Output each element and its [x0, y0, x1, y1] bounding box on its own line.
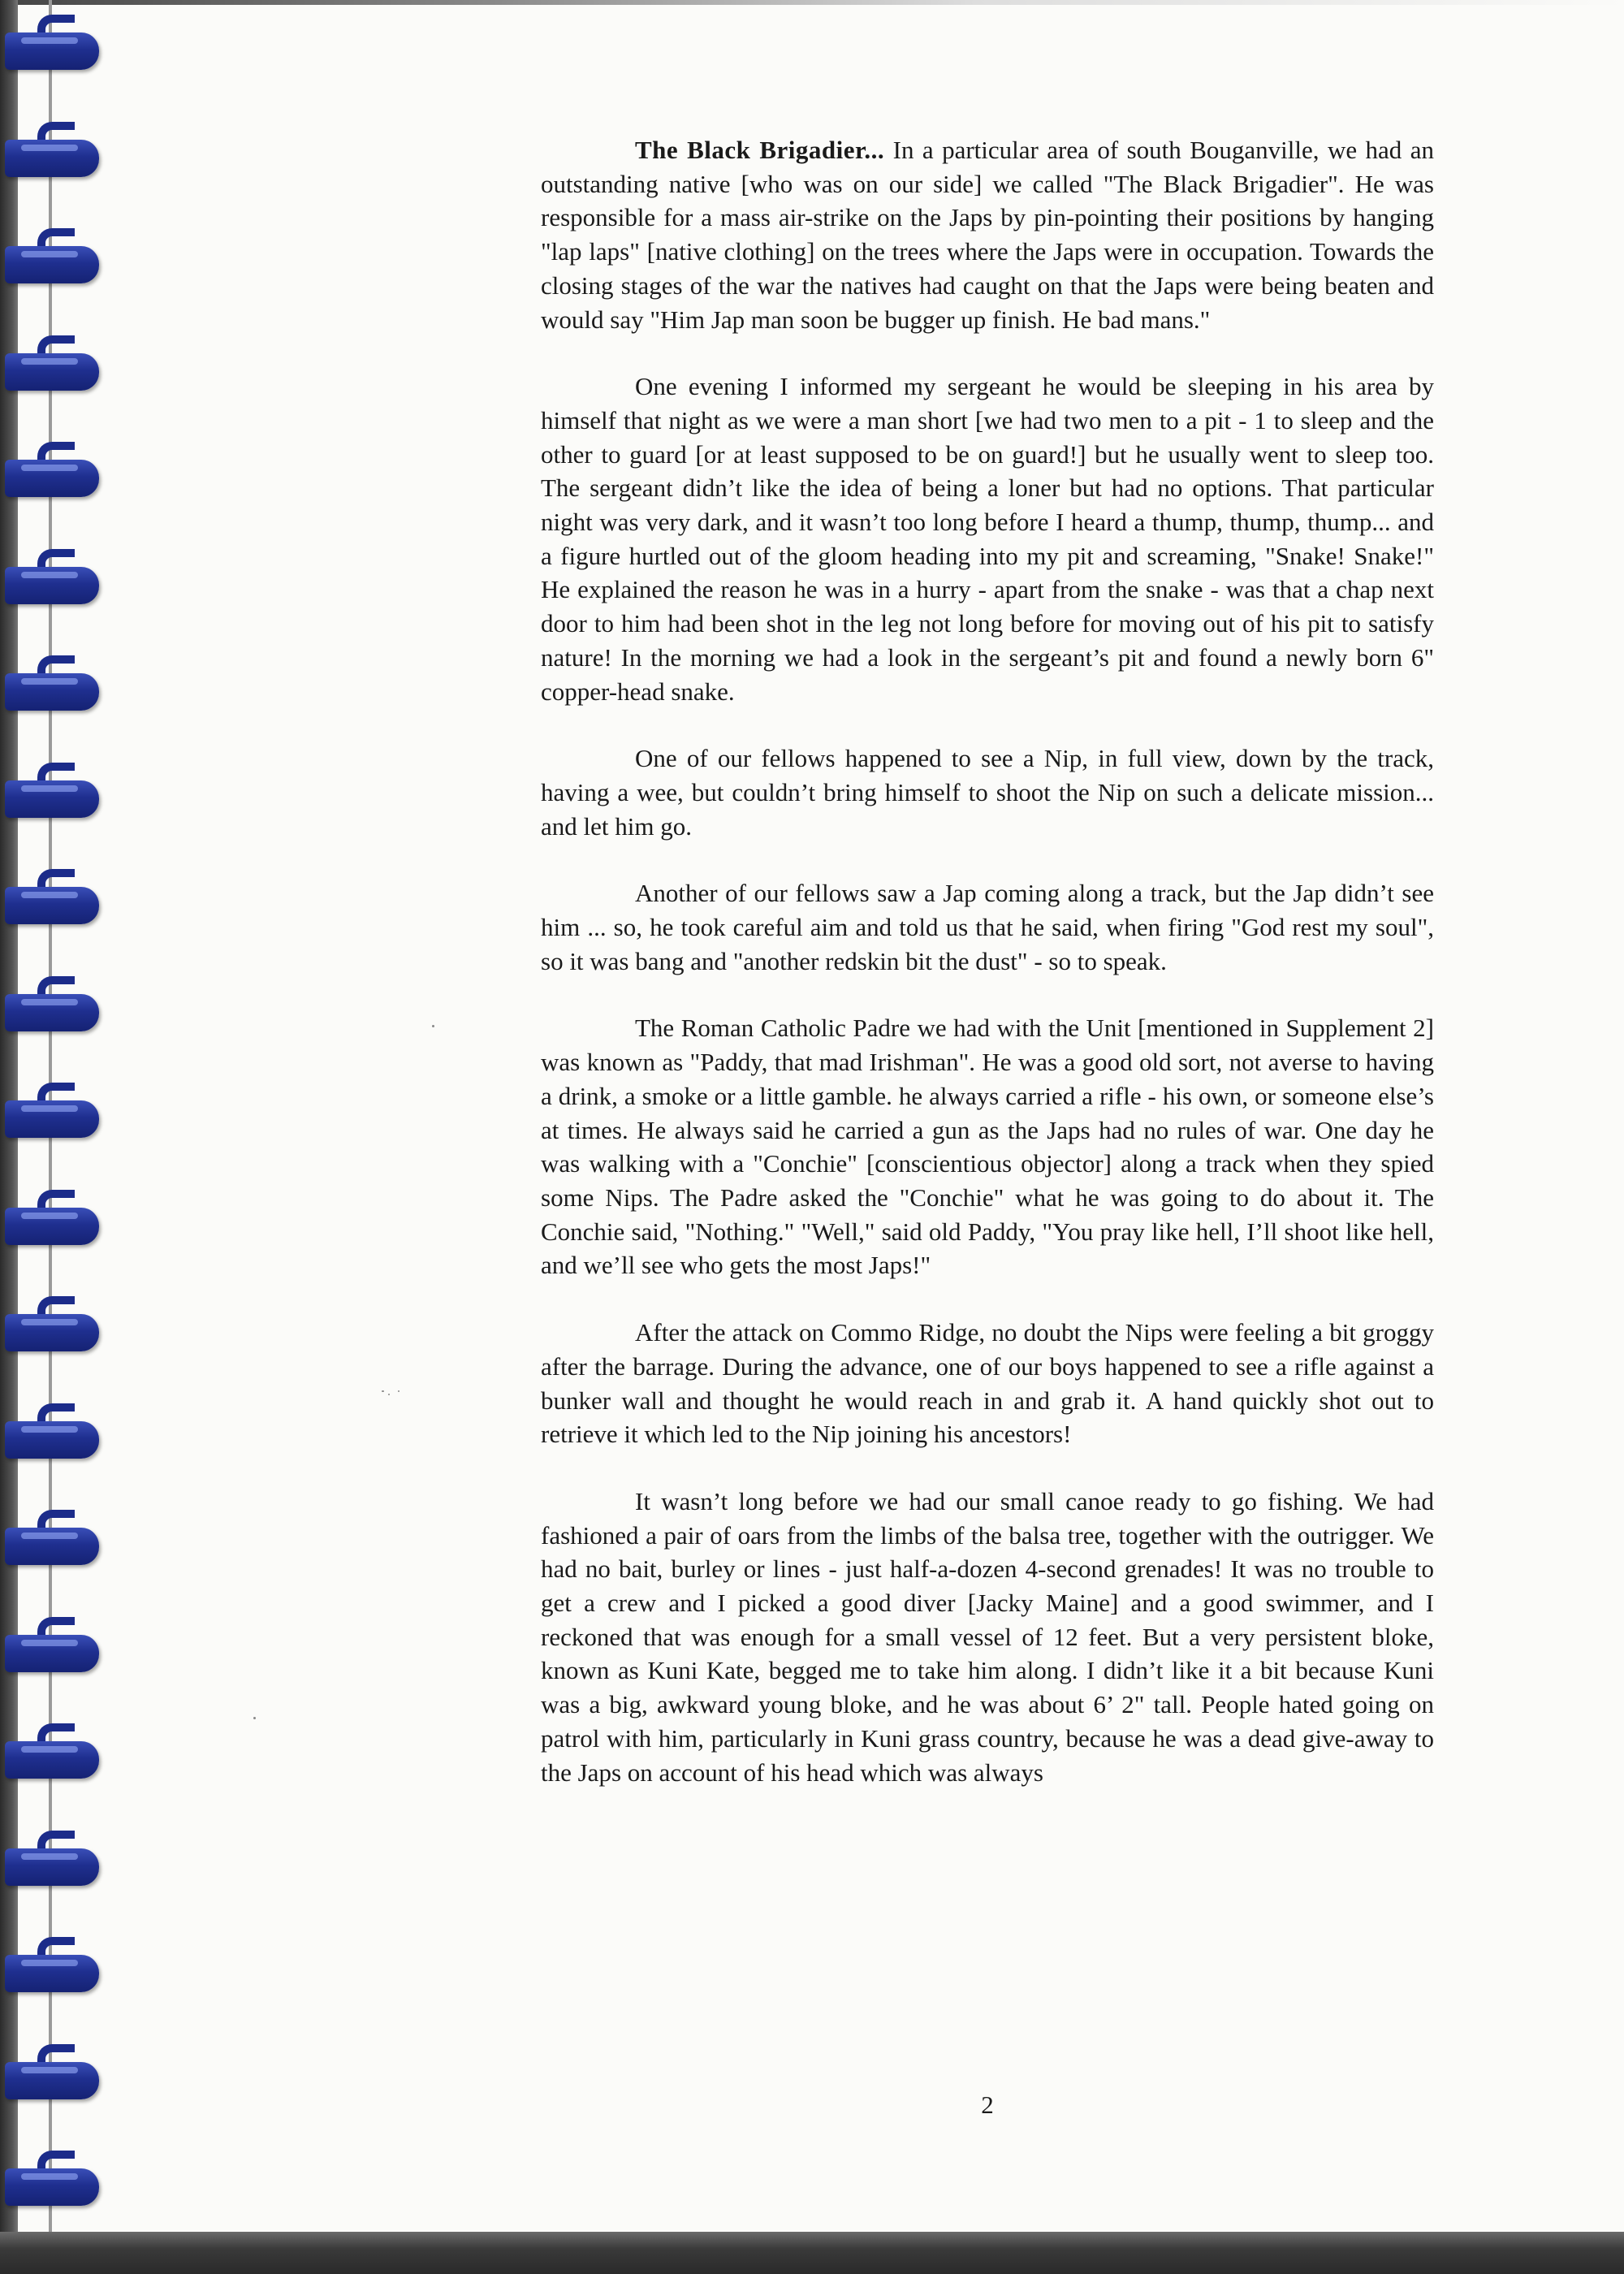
comb-binding [0, 0, 114, 2242]
binding-coil [5, 1937, 99, 2008]
coil-shine [21, 678, 78, 685]
coil-shine [21, 1105, 78, 1112]
coil-shine [21, 358, 78, 365]
coil-shine [21, 1213, 78, 1219]
coil-shine [21, 999, 78, 1005]
binding-coil [5, 1510, 99, 1581]
coil-shine [21, 37, 78, 44]
scan-speck [253, 1717, 256, 1719]
binding-coil [5, 335, 99, 407]
paragraph: The Roman Catholic Padre we had with the Unit [mentioned in Supplement 2] was known as "Paddy, that mad Irishman". He was a good old sort, not averse to having a drink, a smoke or a little gamble. he always carried a rifle - his own, or someone else’s at times. He always said he carried a gun as the Japs had no rules of war. One day he was walking with a "Conchie" [conscientious objector] along a track when they spied some Nips. The Padre asked the "Conchie" what he was going to do about it. The Conchie said, "Nothing." "Well," said old Paddy, "You pray like hell, I’ll shoot like hell, and we’ll see who gets the most Japs!" [541, 1014, 1434, 1280]
binding-coil [5, 2151, 99, 2222]
paragraph: Another of our fellows saw a Jap coming along a track, but the Jap didn’t see him ... so, he took careful aim and told us that he said, when firing "God rest my soul", so it was bang and "another redskin bit the dust" - so to speak. [541, 879, 1434, 975]
coil-shine [21, 572, 78, 578]
coil-shine [21, 145, 78, 151]
coil-shine [21, 1960, 78, 1966]
binding-coil [5, 976, 99, 1048]
coil-shine [21, 785, 78, 792]
binding-coil [5, 763, 99, 834]
binding-coil [5, 1617, 99, 1688]
scan-speck [388, 1394, 390, 1395]
paragraph-text: In a particular area of south Bouganville, we had an outstanding native [who was on our side] we called "The Black Brigadier". He was responsible for a mass air-strike on the Japs by pin-pointing their positions by hanging "lap laps" [native clothing] on the trees where the Japs were in occupation. Towards the closing stages of the war the natives had caught on that the Japs were being beaten and would say "Him Jap man soon be bugger up finish. He bad mans." [541, 136, 1434, 334]
coil-shine [21, 1640, 78, 1646]
paragraph: After the attack on Commo Ridge, no doubt the Nips were feeling a bit groggy after the barrage. During the advance, one of our boys happened to see a rifle against a bunker wall and thought he would reach in and grab it. A hand quickly shot out to retrieve it which led to the Nip joining his ancestors! [541, 1318, 1434, 1449]
paragraph: It wasn’t long before we had our small canoe ready to go fishing. We had fashioned a pair of oars from the limbs of the balsa tree, together with the outrigger. We had no bait, burley or lines - just half-a-dozen 4-second grenades! It was no trouble to get a crew and I picked a good diver [Jacky Maine] and a good swimmer, and I reckoned that was enough for a small vessel of 12 feet. But a very persistent bloke, known as Kuni Kate, begged me to take him along. I didn’t like it a bit because Kuni was a big, awkward young bloke, and he was about 6’ 2" tall. People hated going on patrol with him, particularly in Kuni grass country, because he was a dead give-away to the Japs on account of his head which was always [541, 1486, 1434, 1787]
binding-coil [5, 1723, 99, 1795]
coil-shine [21, 1426, 78, 1433]
paragraph: One evening I informed my sergeant he would be sleeping in his area by himself that night as we were a man short [we had two men to a pit - 1 to sleep and the other to guard [or at least supposed to be on guard!] but he usually went to sleep too. The sergeant didn’t like the idea of being a loner but had no options. That particular night was very dark, and it wasn’t too long before I heard a thump, thump, thump... and a figure hurtled out of the gloom heading into my pit and screaming, "Snake! Snake!" He explained the reason he was in a hurry - apart from the snake - was that a chap next door to him had been shot in the leg not long before for moving out of his pit to satisfy nature! In the morning we had a look in the sergeant’s pit and found a newly born 6" copper-head snake. [541, 372, 1434, 706]
binding-coil [5, 1296, 99, 1368]
binding-coil [5, 1083, 99, 1154]
coil-shine [21, 1533, 78, 1539]
scan-bottom-edge [0, 2232, 1624, 2274]
binding-coil [5, 1403, 99, 1475]
paragraph-title: The Black Brigadier... [635, 136, 885, 164]
coil-shine [21, 251, 78, 257]
paragraph [541, 133, 1434, 336]
binding-coil [5, 122, 99, 193]
page-number-row [0, 2090, 1624, 2120]
paragraph: One of our fellows happened to see a Nip, in full view, down by the track, having a wee, but couldn’t bring himself to shoot the Nip on such a delicate mission... and let him go. [541, 744, 1434, 841]
binding-coil [5, 869, 99, 940]
coil-shine [21, 465, 78, 471]
coil-shine [21, 892, 78, 898]
coil-shine [21, 1853, 78, 1860]
body-text [541, 133, 1434, 1822]
scan-speck [398, 1390, 400, 1392]
binding-coil [5, 1190, 99, 1261]
coil-shine [21, 2067, 78, 2073]
coil-shine [21, 1319, 78, 1325]
binding-coil [5, 1831, 99, 1902]
scan-top-edge [0, 0, 1624, 5]
scan-speck [432, 1025, 434, 1027]
page-number: 2 [981, 2090, 994, 2119]
scan-speck [382, 1390, 384, 1392]
coil-shine [21, 1746, 78, 1753]
binding-coil [5, 549, 99, 620]
binding-coil [5, 15, 99, 86]
binding-coil [5, 228, 99, 300]
binding-coil [5, 442, 99, 513]
coil-shine [21, 2173, 78, 2180]
binding-coil [5, 655, 99, 727]
